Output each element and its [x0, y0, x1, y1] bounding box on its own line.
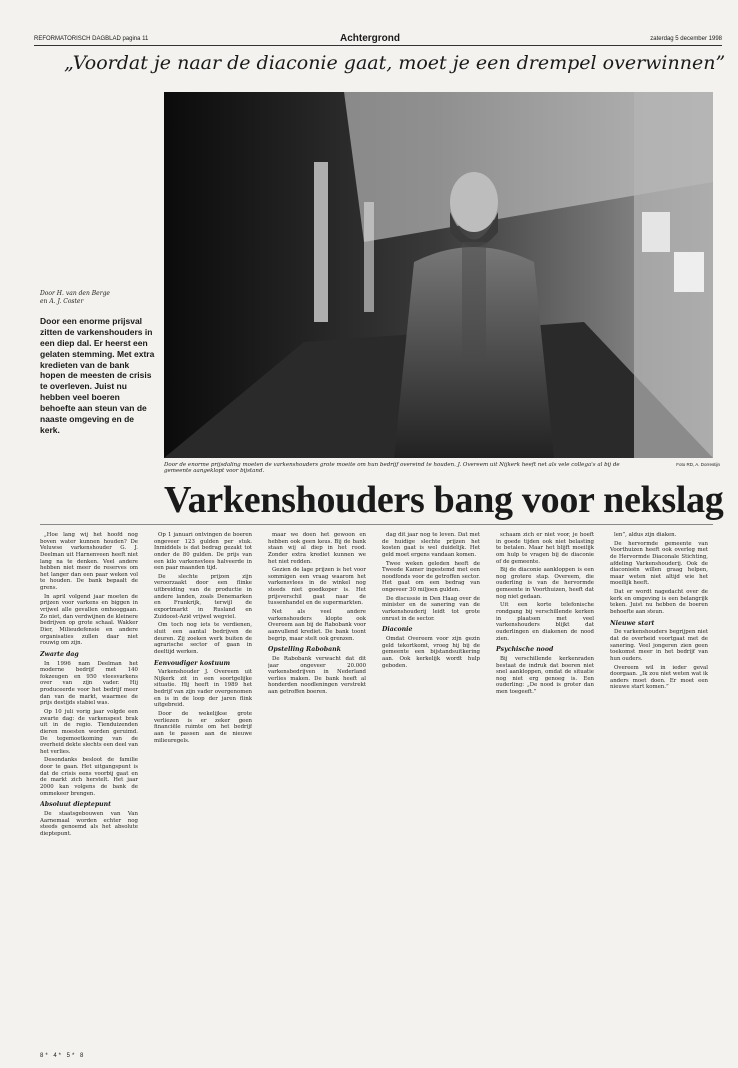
- paragraph: dag dit jaar nog te leven. Dat met de huidige slechte prijzen het kosten gaat is wel duidelijk. Het geld moet ergens vandaan komen.: [382, 532, 480, 558]
- article-column-5: [496, 532, 594, 1042]
- article-column-2: [154, 532, 252, 1042]
- page-header-date: zaterdag 5 december 1998: [650, 36, 722, 42]
- paragraph: Op 10 juli vorig jaar volgde een zwarte dag: de varkenspest brak uit in de regio. Tienduizenden dieren moesten worden geruimd. De tegemoetkoming van de overheid dekte slechts een deel van het verlies.: [40, 709, 138, 755]
- paragraph: De varkenshouders begrijpen niet dat de overheid voortgaat met de sanering. Veel jongeren zien geen toekomst meer in het bedrijf van hun ouders.: [610, 629, 708, 662]
- paragraph: Overeem wil in ieder geval doorgaan. „Ik zou niet weten wat ik anders moet doen. Er moet een nieuwe start komen.”: [610, 664, 708, 691]
- paragraph: Bij verschillende kerkenraden bestaat de indruk dat boeren niet snel aankloppen, omdat de situatie nog niet erg genoeg is. Een ouderling: „De nood is groter dan men toegeeft.”: [496, 655, 594, 696]
- paragraph: In 1996 nam Deelman het moderne bedrijf met 140 fokzeugen en 950 vleesvarkens over van zijn vader. Hij produceerde voor het bedrijf meer dan van de markt, waarmee de prijs destijds stabiel was.: [40, 660, 138, 707]
- photo-caption: Door de enorme prijsdaling moeten de varkenshouders grote moeite om hun bedrijf overeind te houden. J. Overeem uit Nijkerk heeft net als vele collega's al bij de gemeente aangeklopt voor bijstand.: [164, 462, 620, 474]
- article-column-4: [382, 532, 480, 1042]
- subheading: Absoluut dieptepunt: [40, 801, 112, 809]
- paragraph: maar we doen het gewoon en hebben ook geen keus. Bij de bank staan wij al diep in het rood. Zonder extra krediet kunnen we het niet redden.: [268, 532, 366, 565]
- photo-illustration: [164, 92, 713, 458]
- paragraph: Dat er wordt nagedacht over de kerk en omgeving is een belangrijk teken. Juist nu hebben de boeren behoefte aan steun.: [610, 589, 708, 616]
- subheading: Psychische nood: [496, 646, 554, 654]
- paragraph: schaam zich er niet voor, je hoeft in goede tijden ook niet belasting te betalen. Maar het blijft moeilijk om hulp te vragen bij de diaconie of de gemeente.: [496, 532, 594, 565]
- paragraph: De hervormde gemeente van Voorthuizen heeft ook overleg met de Hervormde Diaconale Stichting, afdeling Varkenshouderij. Ook de diaconieën willen graag helpen, maar weten niet altijd wie het moeilijk heeft.: [610, 540, 708, 587]
- photo-credit: Foto RD, A. Dorrestijn: [676, 462, 720, 467]
- byline-line-2: en A. J. Coster: [40, 298, 84, 306]
- paragraph: Om toch nog iets te verdienen, sluit een aantal bedrijven de deuren. Zij zoeken werk buiten de agrarische sector of gaan in deeltijd werken.: [154, 622, 252, 655]
- paragraph: len”, aldus zijn diaken.: [614, 532, 677, 538]
- paragraph: Uit een korte telefonische rondgang bij verschillende kerken in plaatsen met veel varkenshouders blijkt dat ouderlingen en diakenen de nood zien.: [496, 602, 594, 642]
- paragraph: De discussie in Den Haag over de minister en de sanering van de varkenshouderij leidt tot grote onrust in de sector.: [382, 595, 480, 622]
- article-column-3: [268, 532, 366, 1042]
- subheading: Diaconie: [382, 626, 413, 634]
- paragraph: Door de wekelijkse grote verliezen is er zeker geen financiële ruimte om het bedrijf aan te passen aan de nieuwe milieuregels.: [154, 711, 252, 744]
- article-photo: [164, 92, 713, 458]
- paragraph: Omdat Overeem voor zijn gezin geld tekortkomt, vroeg hij bij de gemeente een bijstandsuitkering aan. Ook kerkelijk wordt hulp geboden.: [382, 635, 480, 669]
- page-header-left: REFORMATORISCH DAGBLAD pagina 11: [34, 36, 149, 42]
- subheading: Nieuwe start: [610, 619, 655, 627]
- paragraph: Bij de diaconie aankloppen is een nog grotere stap. Overeem, die ouderling is van de hervormde gemeente in Voorthuizen, heeft dat nog niet gedaan.: [496, 567, 594, 600]
- paragraph: Net als veel andere varkenshouders klopte ook Overeem aan bij de Rabobank voor aanvullend krediet. De bank toont begrip, maar stelt ook grenzen.: [268, 609, 366, 642]
- article-column-1: [40, 532, 138, 1042]
- headline-rule: [40, 524, 713, 525]
- subheading: Zwarte dag: [40, 650, 79, 658]
- headline: Varkenshouders bang voor nekslag: [164, 479, 724, 521]
- paragraph: Varkenshouder J. Overeem uit Nijkerk zit in een soortgelijke situatie. Hij heeft in 1989 het bedrijf van zijn vader overgenomen en is in de loop der jaren flink uitgebreid.: [154, 669, 252, 709]
- paragraph: Gezien de lage prijzen is het voor sommigen een vraag waarom het varkensvlees in de winkel nog steeds niet goedkoper is. Het prijsverschil gaat naar de tussenhandel en de supermarkten.: [268, 567, 366, 607]
- byline: [40, 290, 155, 307]
- page-footer-marks: 8* 4* 5* 8: [40, 1053, 86, 1059]
- paragraph: „Hoe lang wij het hoofd nog boven water kunnen houden? De Veluwse varkenshouder G. J. Deelman uit Harnenveen heeft niet lang na te denken. Veel andere hebben niet meer de reserves om het langer dan een paar weken vol te houden. De bank bepaalt de grens.: [40, 532, 138, 592]
- paragraph: De Rabobank verwacht dat dit jaar ongeveer 20.000 varkensbedrijven in Nederland verlies maken. De bank heeft al honderden noodleningen verstrekt aan getroffen boeren.: [268, 655, 366, 696]
- header-rule: [34, 45, 722, 46]
- subheading: Eenvoudiger kostuum: [154, 659, 231, 667]
- article-column-6: [610, 532, 708, 1042]
- lead-paragraph: Door een enorme prijsval zitten de varkenshouders in een diep dal. Er heerst een gelaten stemming. Met extra kredieten van de bank hopen de meesten de crisis te overleven. Juist nu hebben veel boeren behoefte aan steun van de naaste omgeving en de kerk.: [40, 316, 155, 435]
- paragraph: In april volgend jaar moeten de prijzen voor varkens en biggen in vrijwel alle gevallen omhooggaan. Zo niet, dan verdwijnen de kleinere bedrijven op grote schaal. Wakker Dier, Milieudefensie en andere organisaties zullen daar niet rouwig om zijn.: [40, 593, 138, 647]
- paragraph: De slechte prijzen zijn veroorzaakt door een flinke uitbreiding van de productie in andere landen, zoals Denemarken en Frankrijk, terwijl de exportmarkt in Rusland en Zuidoost-Azië vrijwel wegviel.: [154, 573, 252, 620]
- pull-quote: „Voordat je naar de diaconie gaat, moet je een drempel overwinnen”: [64, 52, 726, 74]
- paragraph: Twee weken geleden heeft de Tweede Kamer ingestemd met een noodfonds voor de getroffen sector. Het gaat om een bedrag van ongeveer 30 miljoen gulden.: [382, 560, 480, 594]
- paragraph: De staatsgebouwen van Van Aarnemaal worden echter nog steeds genoemd als het absolute dieptepunt.: [40, 810, 138, 837]
- paragraph: Op 1 januari ontvingen de boeren ongeveer 123 gulden per stuk. Inmiddels is dat bedrag gezakt tot onder de 80 gulden. De prijs van een kilo varkensvlees halveerde in een paar maanden tijd.: [154, 532, 252, 572]
- paragraph: Desondanks besloot de familie door te gaan. Het uitgangspunt is dat de crisis eens voorbij gaat en de markt zich herstelt. Het jaar 2000 kan volgens de bank de ommekeer brengen.: [40, 757, 138, 797]
- section-title: Achtergrond: [340, 33, 400, 44]
- byline-line-1: Door H. van den Berge: [40, 290, 110, 297]
- subheading: Opstelling Rabobank: [268, 646, 341, 654]
